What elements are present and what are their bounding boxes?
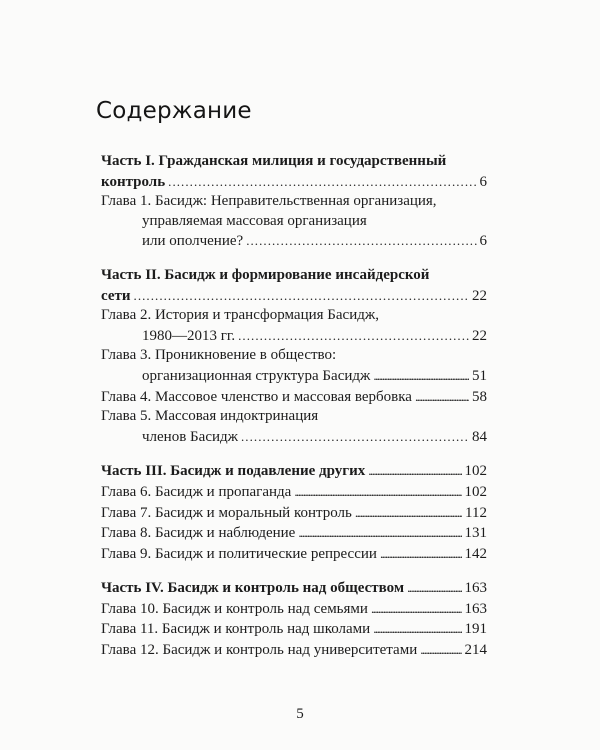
toc-page-number: 163 [464,580,487,597]
dot-leader [298,523,461,544]
toc-part-title-line: Часть II. Басидж и формирование инсайдерской [101,266,430,283]
table-of-contents [101,152,487,661]
toc-page-number: 6 [479,233,487,250]
toc-page-number: 214 [464,642,487,659]
toc-page-number: 58 [472,388,487,405]
toc-chapter-9: Глава 9. Басидж и политические репрессии . . . 142 [101,544,487,565]
toc-page-number: 112 [465,504,487,521]
dot-leader [238,326,469,347]
toc-part-title-line: Часть IV. Басидж и контроль над обществом . . . 163 [101,578,487,599]
toc-chapter-1: Глава 1. Басидж: Неправительственная организация, [101,193,437,210]
toc-page-number: 102 [464,483,487,500]
toc-part-4 [101,578,487,660]
toc-page-number: 102 [464,463,487,480]
dot-leader [134,286,469,307]
dot-leader [373,619,461,640]
toc-page-number: 191 [464,621,487,638]
toc-part-title-line: Часть III. Басидж и подавление других . . . 102 [101,461,487,482]
toc-page-number: 51 [472,367,487,384]
toc-part-1 [101,152,487,252]
toc-chapter-5-cont: членов Басидж . . . 84 [101,427,487,448]
toc-chapter-6: Глава 6. Басидж и пропаганда . . . 102 [101,482,487,503]
dot-leader [168,172,476,193]
toc-chapter-8: Глава 8. Басидж и наблюдение . . . 131 [101,523,487,544]
toc-chapter-12: Глава 12. Басидж и контроль над университетами . . . 214 [101,640,487,661]
toc-page-number: 6 [479,173,487,190]
toc-chapter-2: Глава 2. История и трансформация Басидж, [101,307,379,324]
dot-leader [368,461,461,482]
dot-leader [241,427,469,448]
toc-part-title-line: Часть I. Гражданская милиция и государственный [101,153,447,169]
toc-chapter-3: Глава 3. Проникновение в общество: [101,347,337,364]
toc-part-title-line: контроль . . . 6 [101,172,487,193]
toc-chapter-7: Глава 7. Басидж и моральный контроль . . . 112 [101,503,487,524]
toc-heading: Содержание [96,98,252,124]
toc-page-number: 163 [464,600,487,617]
toc-part-title-line: сети . . . 22 [101,286,487,307]
dot-leader [246,231,476,252]
toc-part-3 [101,461,487,564]
toc-page-number: 22 [472,327,487,344]
toc-chapter-10: Глава 10. Басидж и контроль над семьями . . . 163 [101,599,487,620]
dot-leader [294,482,461,503]
toc-chapter-11: Глава 11. Басидж и контроль над школами . . . 191 [101,619,487,640]
toc-page-number: 22 [472,287,487,304]
page-number: 5 [296,706,304,722]
toc-chapter-4: Глава 4. Массовое членство и массовая вербовка . . . 58 [101,387,487,408]
dot-leader [420,640,461,661]
dot-leader [380,544,462,565]
toc-chapter-3-cont: организационная структура Басидж . . . 51 [101,366,487,387]
dot-leader [371,599,462,620]
dot-leader [407,578,461,599]
toc-chapter-5: Глава 5. Массовая индоктринация [101,408,319,425]
toc-part-2 [101,266,487,447]
dot-leader [415,387,469,408]
dot-leader [373,366,469,387]
toc-chapter-2-cont: 1980—2013 гг. . . . 22 [101,326,487,347]
toc-page-number: 131 [464,525,487,542]
toc-chapter-1-cont: управляемая массовая организация [142,212,367,229]
toc-page-number: 142 [464,545,487,562]
toc-page-number: 84 [472,428,487,445]
toc-chapter-1-cont: или ополчение? . . . 6 [101,231,487,252]
dot-leader [355,503,462,524]
